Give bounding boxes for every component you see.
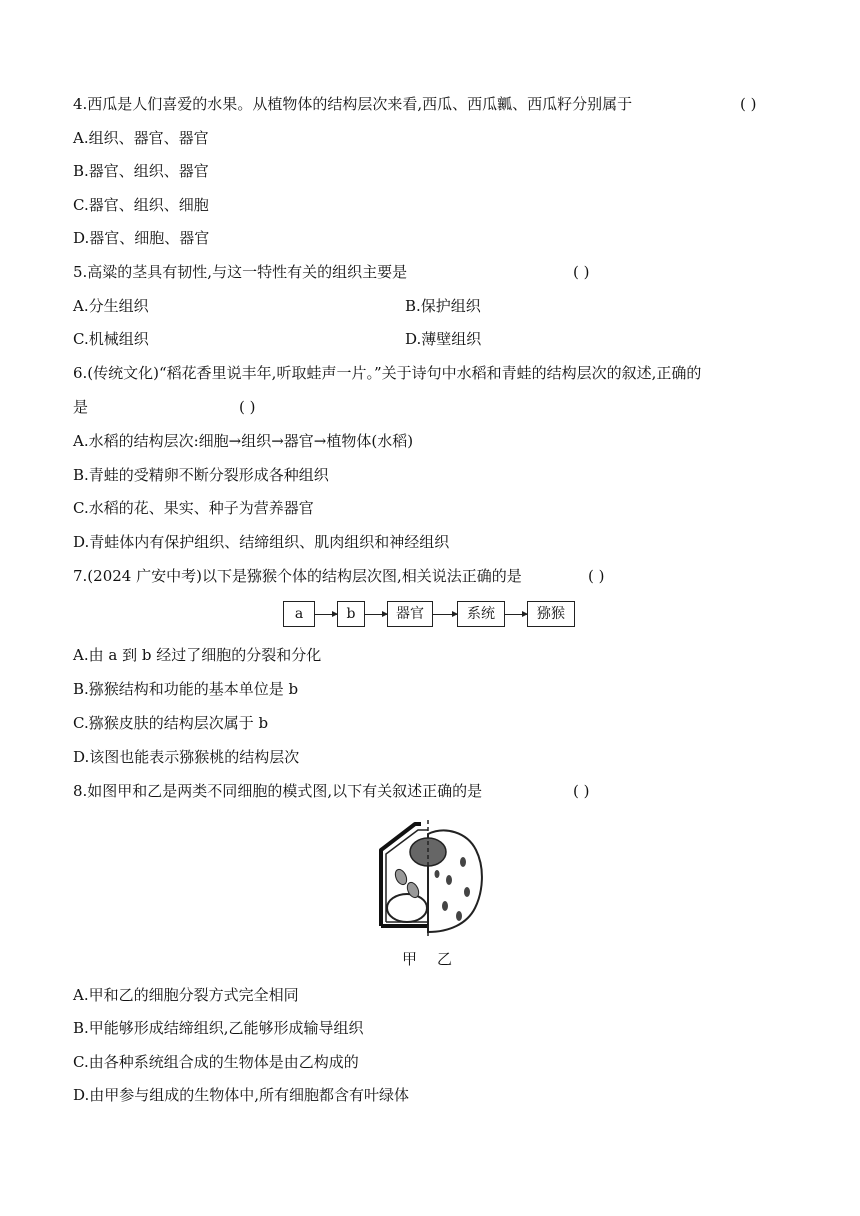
diagram-box-a: a xyxy=(283,601,315,627)
arrow-icon xyxy=(365,614,387,615)
q7-option-b: B.猕猴结构和功能的基本单位是 b xyxy=(73,680,299,698)
diagram-box-macaque: 猕猴 xyxy=(527,601,575,627)
q5-option-d: D.薄壁组织 xyxy=(405,330,482,348)
q8-option-b: B.甲能够形成结缔组织,乙能够形成输导组织 xyxy=(73,1019,364,1037)
q7-option-d: D.该图也能表示猕猴桃的结构层次 xyxy=(73,748,300,766)
q6-option-a: A.水稻的结构层次:细胞→组织→器官→植物体(水稻) xyxy=(73,432,414,450)
arrow-icon xyxy=(505,614,527,615)
q6-option-b: B.青蛙的受精卵不断分裂形成各种组织 xyxy=(73,466,329,484)
q8-option-c: C.由各种系统组合成的生物体是由乙构成的 xyxy=(73,1053,359,1071)
q5-stem: 5.高粱的茎具有韧性,与这一特性有关的组织主要是 xyxy=(73,263,408,281)
q8-option-d: D.由甲参与组成的生物体中,所有细胞都含有叶绿体 xyxy=(73,1086,410,1104)
q6-answer-paren: ( ) xyxy=(239,398,256,416)
cell-diagram xyxy=(375,820,487,942)
cell-label-yi: 乙 xyxy=(437,950,453,968)
q6-option-d: D.青蛙体内有保护组织、结缔组织、肌肉组织和神经组织 xyxy=(73,533,450,551)
q8-stem: 8.如图甲和乙是两类不同细胞的模式图,以下有关叙述正确的是 xyxy=(73,782,483,800)
q7-answer-paren: ( ) xyxy=(588,567,605,585)
structure-level-diagram xyxy=(283,601,583,629)
q6-stem-line2: 是 xyxy=(73,398,89,416)
diagram-box-organ: 器官 xyxy=(387,601,433,627)
q5-answer-paren: ( ) xyxy=(573,263,590,281)
q4-option-c: C.器官、组织、细胞 xyxy=(73,196,209,214)
q4-option-a: A.组织、器官、器官 xyxy=(73,129,209,147)
q4-option-d: D.器官、细胞、器官 xyxy=(73,229,210,247)
arrow-icon xyxy=(433,614,457,615)
q4-stem: 4.西瓜是人们喜爱的水果。从植物体的结构层次来看,西瓜、西瓜瓤、西瓜籽分别属于 xyxy=(73,95,633,113)
q7-stem: 7.(2024 广安中考)以下是猕猴个体的结构层次图,相关说法正确的是 xyxy=(73,567,522,585)
q6-stem-line1: 6.(传统文化)“稻花香里说丰年,听取蛙声一片。”关于诗句中水稻和青蛙的结构层次的叙述,正确的 xyxy=(73,364,702,382)
plant-animal-cell-icon xyxy=(375,820,487,938)
diagram-box-system: 系统 xyxy=(457,601,505,627)
q5-option-a: A.分生组织 xyxy=(73,297,149,315)
q8-answer-paren: ( ) xyxy=(573,782,590,800)
q5-option-b: B.保护组织 xyxy=(405,297,481,315)
diagram-box-b: b xyxy=(337,601,365,627)
q5-option-c: C.机械组织 xyxy=(73,330,149,348)
q7-option-c: C.猕猴皮肤的结构层次属于 b xyxy=(73,714,269,732)
arrow-icon xyxy=(315,614,337,615)
q8-option-a: A.甲和乙的细胞分裂方式完全相同 xyxy=(73,986,299,1004)
cell-label-jia: 甲 xyxy=(402,950,418,968)
q4-answer-paren: ( ) xyxy=(740,95,757,113)
q4-option-b: B.器官、组织、器官 xyxy=(73,162,209,180)
q6-option-c: C.水稻的花、果实、种子为营养器官 xyxy=(73,499,314,517)
q7-option-a: A.由 a 到 b 经过了细胞的分裂和分化 xyxy=(73,646,322,664)
